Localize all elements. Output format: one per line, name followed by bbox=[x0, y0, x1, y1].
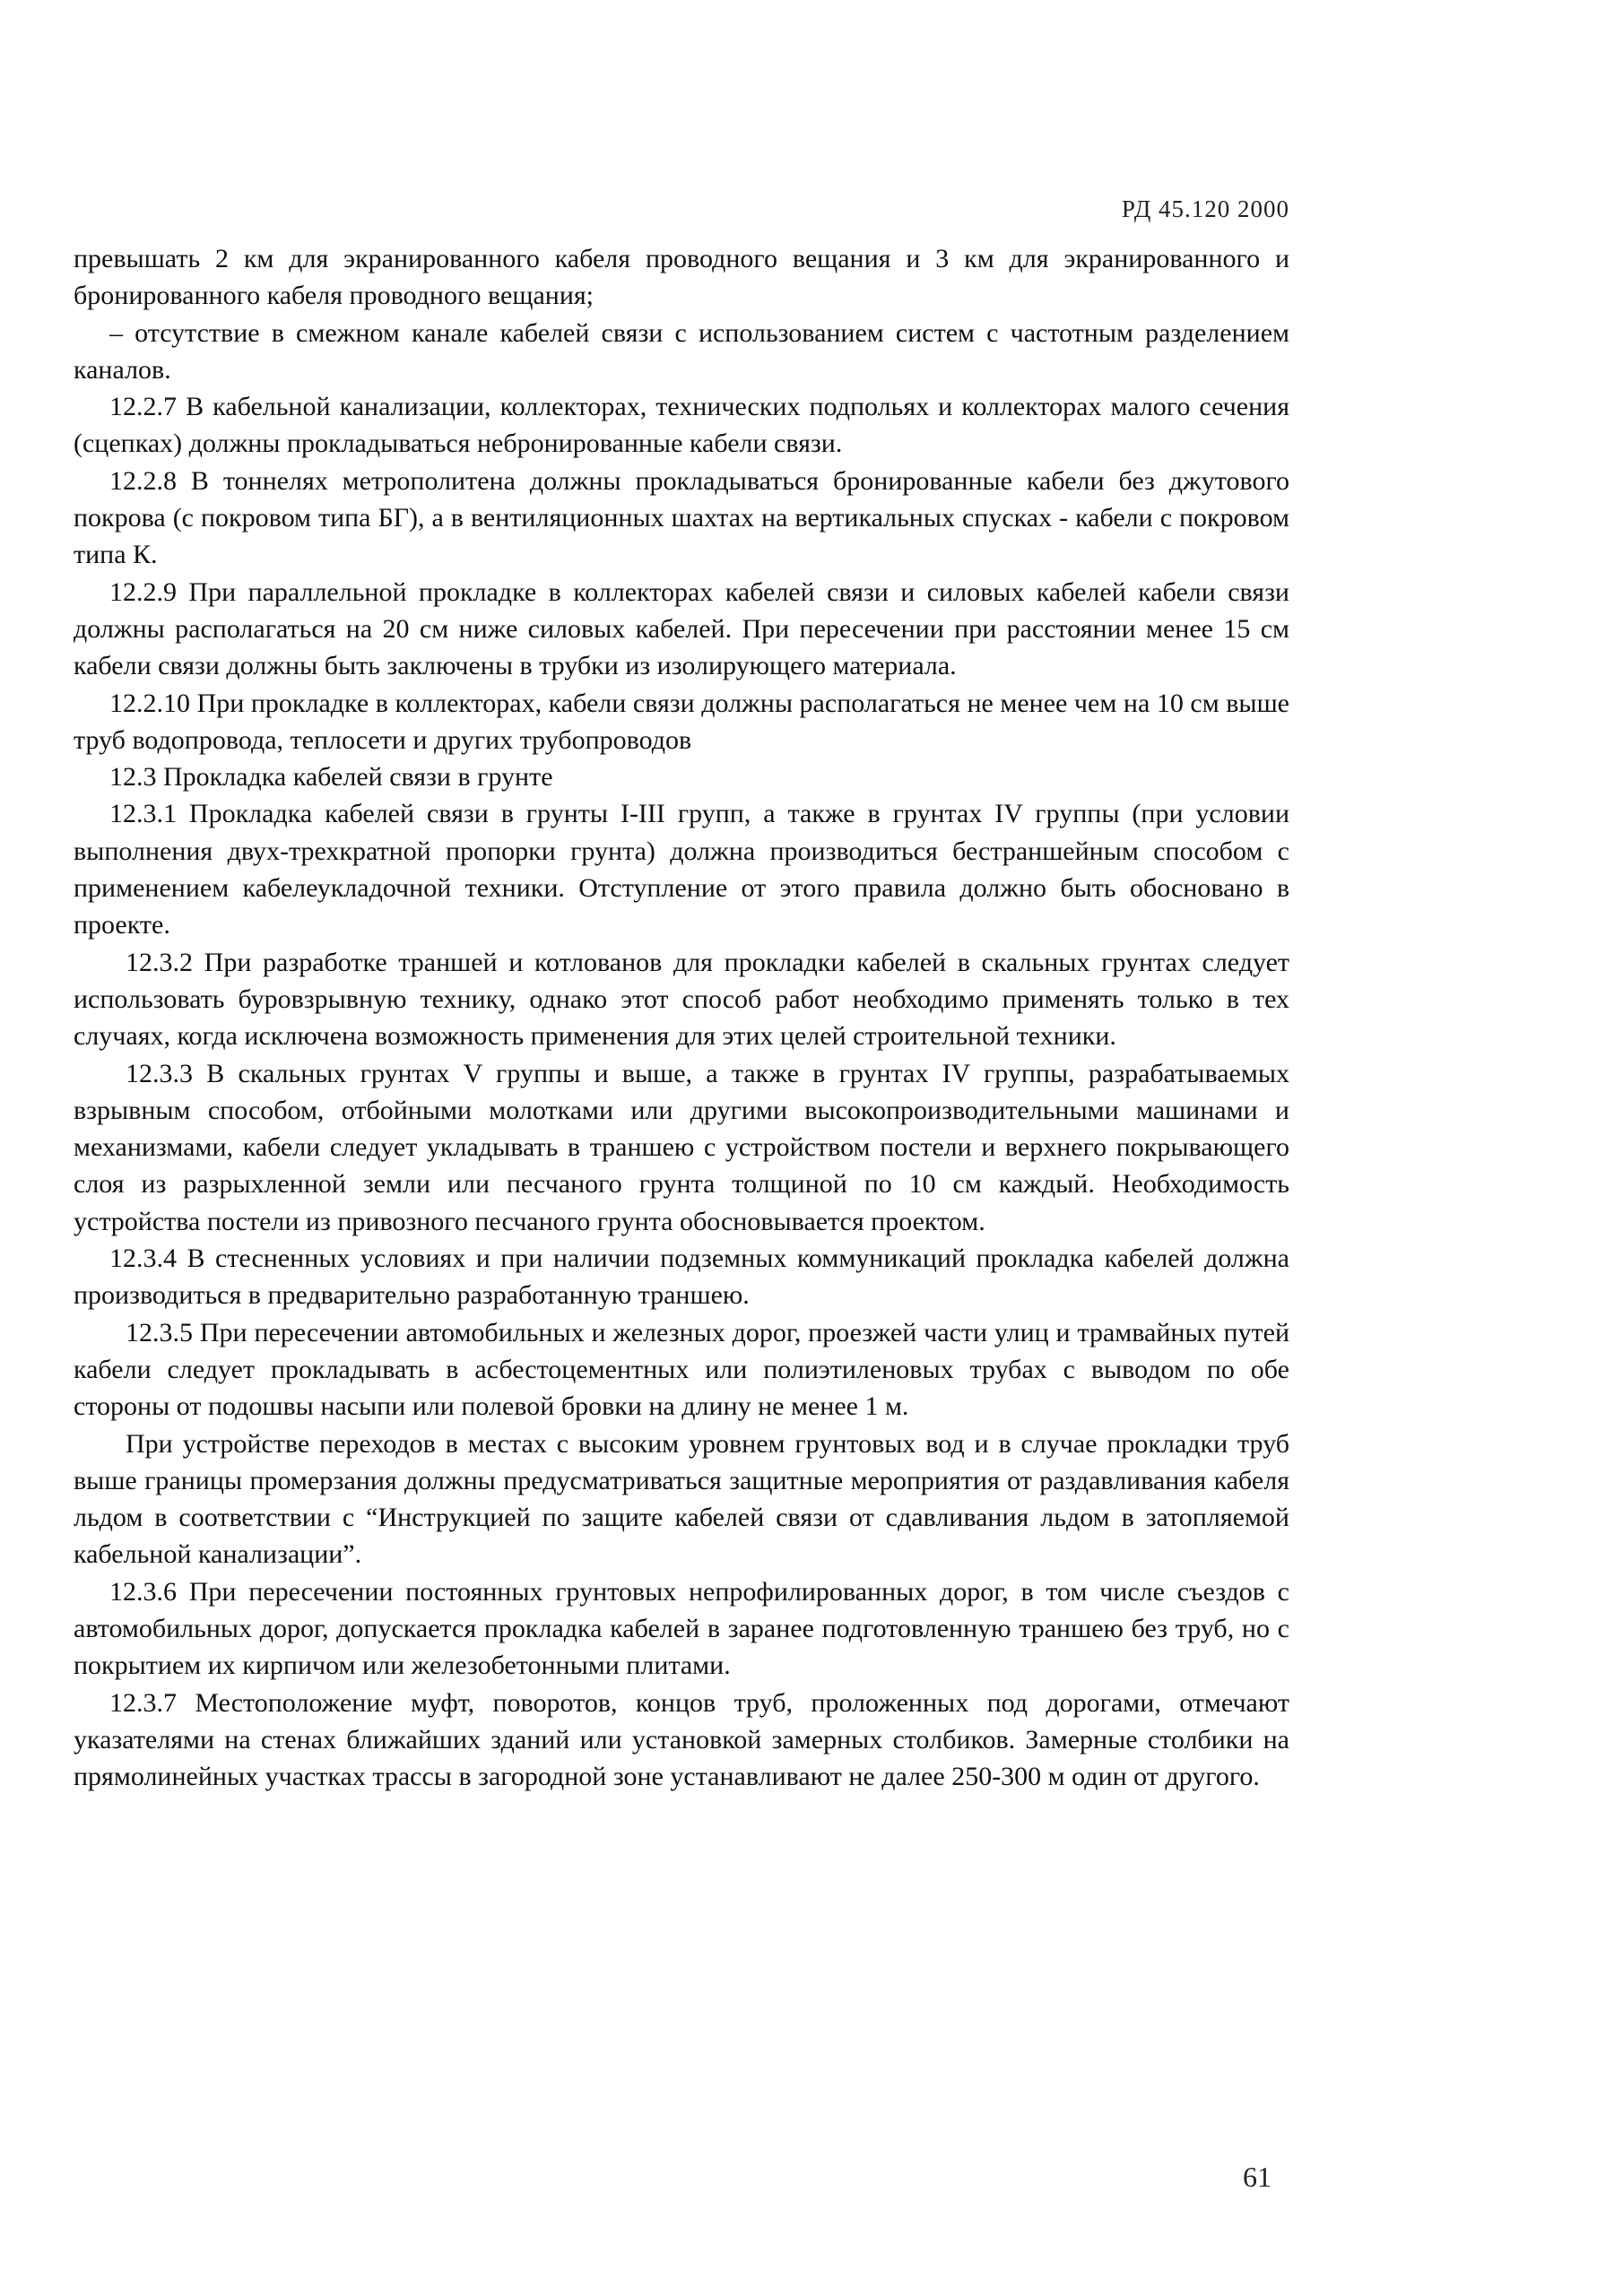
document-code-header: РД 45.120 2000 bbox=[1121, 195, 1289, 222]
paragraph-crossings: При устройстве переходов в местах с высоким уровнем грунтовых вод и в случае прокладки труб выше границы промерзания должны предусматриваться защитные мероприятия от раздавливания кабеля льдом в соответствии с “Инструкцией по защите кабелей связи от сдавливания льдом в затопляемой кабельной канализации”. bbox=[74, 1428, 1289, 1570]
paragraph-12-3-7: 12.3.7 Местоположение муфт, поворотов, концов труб, проложенных под дорогами, отмечают указателями на стенах ближайших зданий или установкой замерных столбиков. Замерные столбики на прямолинейных участках трассы в загородной зоне устанавливают не далее 250-300 м один от другого. bbox=[74, 1687, 1289, 1792]
section-heading-12-3: 12.3 Прокладка кабелей связи в грунте bbox=[109, 762, 553, 793]
paragraph-continuation: превышать 2 км для экранированного кабеля проводного вещания и 3 км для экранированного и бронированного кабеля проводного вещания; bbox=[74, 244, 1289, 311]
paragraph-12-3-5: 12.3.5 При пересечении автомобильных и железных дорог, проезжей части улиц и трамвайных путей кабели следует прокладывать в асбестоцементных или полиэтиленовых трубах с выводом по обе стороны от подошвы насыпи или полевой бровки на длину не менее 1 м. bbox=[74, 1317, 1289, 1422]
paragraph-12-3-3: 12.3.3 В скальных грунтах V группы и выше, а также в грунтах IV группы, разрабатываемых взрывным способом, отбойными молотками или другими высокопроизводительными машинами и механизмами, кабели следует укладывать в траншею с устройством постели и верхнего покрывающего слоя из разрыхленной земли или песчаного грунта толщиной по 10 см каждый. Необходимость устройства постели из привозного песчаного грунта обосновывается проектом. bbox=[74, 1058, 1289, 1236]
paragraph-12-2-7: 12.2.7 В кабельной канализации, коллекторах, технических подпольях и коллекторах малого сечения (сцепках) должны прокладываться небронированные кабели связи. bbox=[74, 392, 1289, 459]
paragraph-12-2-8: 12.2.8 В тоннелях метрополитена должны прокладываться бронированные кабели без джутового покрова (с покровом типа БГ), а в вентиляционных шахтах на вертикальных спусках - кабели с покровом типа К. bbox=[74, 465, 1289, 570]
document-body bbox=[74, 240, 1289, 1795]
paragraph-12-3-6: 12.3.6 При пересечении постоянных грунтовых непрофилированных дорог, в том числе съездов с автомобильных дорог, допускается прокладка кабелей в заранее подготовленную траншею без труб, но с покрытием их кирпичом или железобетонными плитами. bbox=[74, 1576, 1289, 1681]
paragraph-12-3-4: 12.3.4 В стесненных условиях и при наличии подземных коммуникаций прокладка кабелей должна производиться в предварительно разработанную траншею. bbox=[74, 1243, 1289, 1311]
paragraph-12-3-2: 12.3.2 При разработке траншей и котлованов для прокладки кабелей в скальных грунтах следует использовать буровзрывную технику, однако этот способ работ необходимо применять только в тех случаях, когда исключена возможность применения для этих целей строительной техники. bbox=[74, 947, 1289, 1052]
paragraph-list-item: – отсутствие в смежном канале кабелей связи с использованием систем с частотным разделением каналов. bbox=[74, 317, 1289, 385]
paragraph-12-2-10: 12.2.10 При прокладке в коллекторах, кабели связи должны располагаться не менее чем на 10 см выше труб водопровода, теплосети и других трубопроводов bbox=[74, 688, 1289, 755]
paragraph-12-2-9: 12.2.9 При параллельной прокладке в коллекторах кабелей связи и силовых кабелей кабели связи должны располагаться на 20 см ниже силовых кабелей. При пересечении при расстоянии менее 15 см кабели связи должны быть заключены в трубки из изолирующего материала. bbox=[74, 576, 1289, 681]
page-number: 61 bbox=[1243, 2161, 1271, 2193]
paragraph-12-3-1: 12.3.1 Прокладка кабелей связи в грунты I-III групп, а также в грунтах IV группы (при условии выполнения двух-трехкратной пропорки грунта) должна производиться бестраншейным способом с применением кабелеукладочной техники. Отступление от этого правила должно быть обосновано в проекте. bbox=[74, 799, 1289, 940]
